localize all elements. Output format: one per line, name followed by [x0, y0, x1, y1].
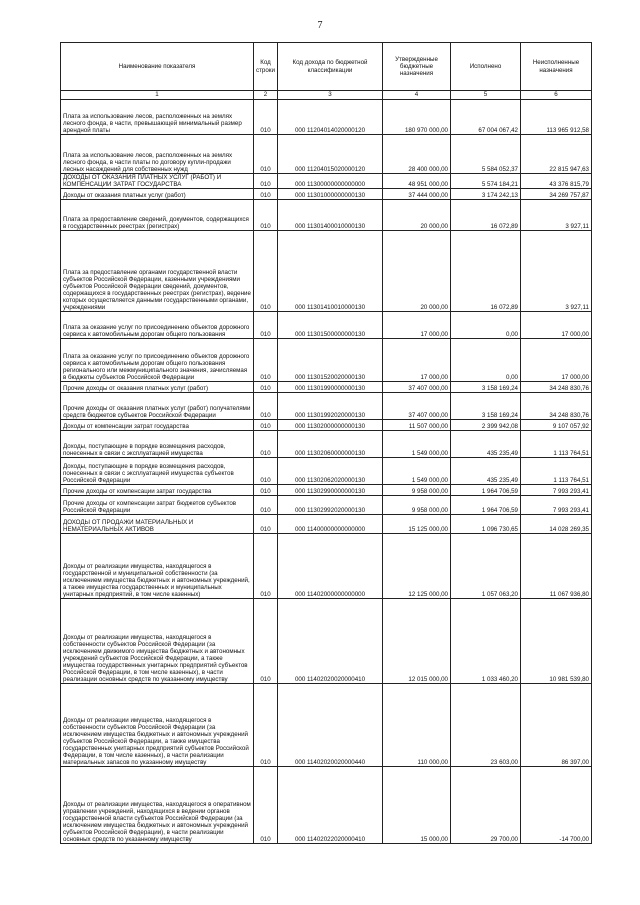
row-unexecuted-cell: 17 000,00 [521, 339, 592, 382]
table-row [61, 684, 592, 767]
row-approved-cell: 15 125 000,00 [383, 515, 451, 534]
row-name-cell: Прочие доходы от компенсации затрат государства [61, 485, 254, 496]
row-approved-cell: 110 000,00 [383, 684, 451, 767]
column-number: 4 [383, 91, 451, 100]
table-row [61, 767, 592, 844]
row-line-code-cell: 010 [254, 189, 278, 200]
row-line-code-cell: 010 [254, 231, 278, 312]
row-line-code-cell: 010 [254, 135, 278, 174]
row-revenue-code-cell: 000 11301990000000130 [278, 382, 383, 393]
row-line-code-cell: 010 [254, 382, 278, 393]
row-line-code-cell: 010 [254, 100, 278, 135]
row-line-code-cell: 010 [254, 393, 278, 420]
table-row [61, 312, 592, 339]
row-executed-cell: 3 158 169,24 [451, 382, 521, 393]
row-unexecuted-cell: 17 000,00 [521, 312, 592, 339]
row-revenue-code-cell: 000 11301500000000130 [278, 312, 383, 339]
row-approved-cell: 20 000,00 [383, 231, 451, 312]
row-unexecuted-cell: 7 993 293,41 [521, 485, 592, 496]
row-revenue-code-cell: 000 11402000000000000 [278, 534, 383, 599]
row-name-cell: Доходы от оказания платных услуг (работ) [61, 189, 254, 200]
row-line-code-cell: 010 [254, 515, 278, 534]
row-executed-cell: 1 096 730,65 [451, 515, 521, 534]
row-line-code-cell: 010 [254, 420, 278, 431]
table-row [61, 496, 592, 515]
row-unexecuted-cell: 3 927,11 [521, 231, 592, 312]
row-revenue-code-cell: 000 11301520020000130 [278, 339, 383, 382]
row-executed-cell: 0,00 [451, 312, 521, 339]
row-revenue-code-cell: 000 11402022020000410 [278, 767, 383, 844]
row-unexecuted-cell: 1 113 764,51 [521, 458, 592, 485]
row-revenue-code-cell: 000 11302992020000130 [278, 496, 383, 515]
table-row [61, 485, 592, 496]
row-executed-cell: 16 072,89 [451, 231, 521, 312]
row-revenue-code-cell: 000 11301992020000130 [278, 393, 383, 420]
table-row [61, 534, 592, 599]
row-executed-cell: 0,00 [451, 339, 521, 382]
row-unexecuted-cell: 86 397,00 [521, 684, 592, 767]
row-name-cell: ДОХОДЫ ОТ ОКАЗАНИЯ ПЛАТНЫХ УСЛУГ (РАБОТ) И КОМПЕНСАЦИИ ЗАТРАТ ГОСУДАРСТВА [61, 174, 254, 189]
row-approved-cell: 180 970 000,00 [383, 100, 451, 135]
row-executed-cell: 16 072,89 [451, 200, 521, 231]
row-name-cell: Доходы от реализации имущества, находящегося в государственной и муниципальной собственности (за исключением имущества бюджетных и автономных учреждений, а также имущества государственных и муниципальных унитарных предприятий, в том числе казенных) [61, 534, 254, 599]
row-revenue-code-cell: 000 11301000000000130 [278, 189, 383, 200]
row-approved-cell: 48 951 000,00 [383, 174, 451, 189]
row-name-cell: Доходы, поступающие в порядке возмещения расходов, понесенных в связи с эксплуатацией имущества субъектов Российской Федерации [61, 458, 254, 485]
column-number: 6 [521, 91, 592, 100]
table-row [61, 420, 592, 431]
row-revenue-code-cell: 000 11402020020000410 [278, 599, 383, 684]
row-unexecuted-cell: 43 376 815,79 [521, 174, 592, 189]
row-executed-cell: 435 235,49 [451, 458, 521, 485]
row-line-code-cell: 010 [254, 485, 278, 496]
row-unexecuted-cell: 11 067 936,80 [521, 534, 592, 599]
row-revenue-code-cell: 000 11302000000000130 [278, 420, 383, 431]
row-unexecuted-cell: 34 248 830,76 [521, 393, 592, 420]
row-approved-cell: 17 000,00 [383, 312, 451, 339]
row-unexecuted-cell: 3 927,11 [521, 200, 592, 231]
row-line-code-cell: 010 [254, 431, 278, 458]
row-name-cell: Прочие доходы от оказания платных услуг (работ) получателями средств бюджетов субъектов Российской Федерации [61, 393, 254, 420]
row-executed-cell: 23 603,00 [451, 684, 521, 767]
table-row [61, 431, 592, 458]
row-name-cell: Прочие доходы от компенсации затрат бюджетов субъектов Российской Федерации [61, 496, 254, 515]
row-approved-cell: 9 958 000,00 [383, 496, 451, 515]
row-executed-cell: 5 584 052,37 [451, 135, 521, 174]
row-revenue-code-cell: 000 11204015020000120 [278, 135, 383, 174]
row-line-code-cell: 010 [254, 200, 278, 231]
row-line-code-cell: 010 [254, 496, 278, 515]
row-executed-cell: 1 964 706,59 [451, 485, 521, 496]
row-line-code-cell: 010 [254, 534, 278, 599]
row-executed-cell: 67 004 067,42 [451, 100, 521, 135]
column-number: 5 [451, 91, 521, 100]
row-name-cell: Прочие доходы от оказания платных услуг (работ) [61, 382, 254, 393]
row-line-code-cell: 010 [254, 599, 278, 684]
row-executed-cell: 1 033 460,20 [451, 599, 521, 684]
row-unexecuted-cell: 14 028 269,35 [521, 515, 592, 534]
row-approved-cell: 37 407 000,00 [383, 393, 451, 420]
row-unexecuted-cell: 7 993 293,41 [521, 496, 592, 515]
row-approved-cell: 1 549 000,00 [383, 458, 451, 485]
row-approved-cell: 28 400 000,00 [383, 135, 451, 174]
column-number-row [61, 91, 592, 100]
table-row [61, 189, 592, 200]
row-name-cell: Плата за использование лесов, расположенных на землях лесного фонда, в части, превышающей минимальный размер арендной платы [61, 100, 254, 135]
row-approved-cell: 37 444 000,00 [383, 189, 451, 200]
row-revenue-code-cell: 000 11302060000000130 [278, 431, 383, 458]
row-name-cell: Плата за оказание услуг по присоединению объектов дорожного сервиса к автомобильным дорогам общего пользования регионального или межмуниципального значения, зачисляемая в бюджеты субъектов Российской Федерации [61, 339, 254, 382]
table-row [61, 200, 592, 231]
row-revenue-code-cell: 000 11301400010000130 [278, 200, 383, 231]
header-unexecuted: Неисполненные назначения [521, 43, 592, 91]
row-revenue-code-cell: 000 11300000000000000 [278, 174, 383, 189]
row-approved-cell: 11 507 000,00 [383, 420, 451, 431]
row-approved-cell: 15 000,00 [383, 767, 451, 844]
row-revenue-code-cell: 000 11302062020000130 [278, 458, 383, 485]
row-approved-cell: 9 958 000,00 [383, 485, 451, 496]
row-line-code-cell: 010 [254, 767, 278, 844]
row-executed-cell: 3 158 169,24 [451, 393, 521, 420]
table-row [61, 458, 592, 485]
row-approved-cell: 1 549 000,00 [383, 431, 451, 458]
row-line-code-cell: 010 [254, 684, 278, 767]
row-executed-cell: 435 235,49 [451, 431, 521, 458]
row-executed-cell: 5 574 184,21 [451, 174, 521, 189]
row-line-code-cell: 010 [254, 339, 278, 382]
row-name-cell: Доходы, поступающие в порядке возмещения расходов, понесенных в связи с эксплуатацией имущества [61, 431, 254, 458]
header-approved: Утвержденные бюджетные назначения [383, 43, 451, 91]
row-unexecuted-cell: -14 700,00 [521, 767, 592, 844]
row-name-cell: Доходы от компенсации затрат государства [61, 420, 254, 431]
header-executed: Исполнено [451, 43, 521, 91]
table-row [61, 393, 592, 420]
row-executed-cell: 2 399 942,08 [451, 420, 521, 431]
row-approved-cell: 37 407 000,00 [383, 382, 451, 393]
row-executed-cell: 1 057 063,20 [451, 534, 521, 599]
row-executed-cell: 1 964 706,59 [451, 496, 521, 515]
row-unexecuted-cell: 34 248 830,76 [521, 382, 592, 393]
header-revenue-code: Код дохода по бюджетной классификации [278, 43, 383, 91]
row-name-cell: ДОХОДЫ ОТ ПРОДАЖИ МАТЕРИАЛЬНЫХ И НЕМАТЕРИАЛЬНЫХ АКТИВОВ [61, 515, 254, 534]
row-name-cell: Плата за предоставление органами государственной власти субъектов Российской Федерации, казенными учреждениями субъектов Российской Федерации сведений, документов, содержащихся в государственных реестрах (регистрах), ведение которых осуществляется данными государственными органами, учреждениями [61, 231, 254, 312]
row-revenue-code-cell: 000 11402020020000440 [278, 684, 383, 767]
column-number: 3 [278, 91, 383, 100]
row-name-cell: Плата за оказание услуг по присоединению объектов дорожного сервиса к автомобильным дорогам общего пользования [61, 312, 254, 339]
header-line-code: Код строки [254, 43, 278, 91]
row-revenue-code-cell: 000 11301410010000130 [278, 231, 383, 312]
row-revenue-code-cell: 000 11400000000000000 [278, 515, 383, 534]
table-row [61, 135, 592, 174]
row-unexecuted-cell: 9 107 057,92 [521, 420, 592, 431]
row-line-code-cell: 010 [254, 312, 278, 339]
row-unexecuted-cell: 10 981 539,80 [521, 599, 592, 684]
row-name-cell: Доходы от реализации имущества, находящегося в собственности субъектов Российской Федерации (за исключением имущества бюджетных и автономных учреждений субъектов Российской Федерации, а также имущества государственных унитарных предприятий субъектов Российской Федерации, в том числе казенных), в части реализации материальных запасов по указанному имуществу [61, 684, 254, 767]
table-row [61, 174, 592, 189]
table-row [61, 382, 592, 393]
row-approved-cell: 12 125 000,00 [383, 534, 451, 599]
row-name-cell: Плата за использование лесов, расположенных на землях лесного фонда, в части платы по договору купли-продажи лесных насаждений для собственных нужд [61, 135, 254, 174]
page-number: 7 [317, 20, 323, 31]
table-row [61, 100, 592, 135]
column-number: 2 [254, 91, 278, 100]
row-name-cell: Доходы от реализации имущества, находящегося в оперативном управлении учреждений, находящихся в ведении органов государственной власти субъектов Российской Федерации (за исключением имущества бюджетных и автономных учреждений субъектов Российской Федерации), в части реализации основных средств по указанному имуществу [61, 767, 254, 844]
table-row [61, 339, 592, 382]
row-revenue-code-cell: 000 11302990000000130 [278, 485, 383, 496]
row-unexecuted-cell: 22 815 947,63 [521, 135, 592, 174]
table-row [61, 599, 592, 684]
row-approved-cell: 20 000,00 [383, 200, 451, 231]
row-line-code-cell: 010 [254, 458, 278, 485]
row-unexecuted-cell: 34 269 757,87 [521, 189, 592, 200]
table-row [61, 515, 592, 534]
row-revenue-code-cell: 000 11204014020000120 [278, 100, 383, 135]
row-name-cell: Доходы от реализации имущества, находящегося в собственности субъектов Российской Федерации (за исключением движимого имущества бюджетных и автономных учреждений субъектов Российской Федерации, а также имущества государственных унитарных предприятий субъектов Российской Федерации, в том числе казенных), в части реализации основных средств по указанному имуществу [61, 599, 254, 684]
column-number: 1 [61, 91, 254, 100]
header-name: Наименование показателя [61, 43, 254, 91]
row-approved-cell: 12 015 000,00 [383, 599, 451, 684]
table-row [61, 231, 592, 312]
row-executed-cell: 3 174 242,13 [451, 189, 521, 200]
row-line-code-cell: 010 [254, 174, 278, 189]
row-unexecuted-cell: 113 965 912,58 [521, 100, 592, 135]
row-approved-cell: 17 000,00 [383, 339, 451, 382]
row-executed-cell: 29 700,00 [451, 767, 521, 844]
revenue-table [60, 42, 592, 844]
row-unexecuted-cell: 1 113 764,51 [521, 431, 592, 458]
row-name-cell: Плата за предоставление сведений, документов, содержащихся в государственных реестрах (регистрах) [61, 200, 254, 231]
table-header-row [61, 43, 592, 91]
